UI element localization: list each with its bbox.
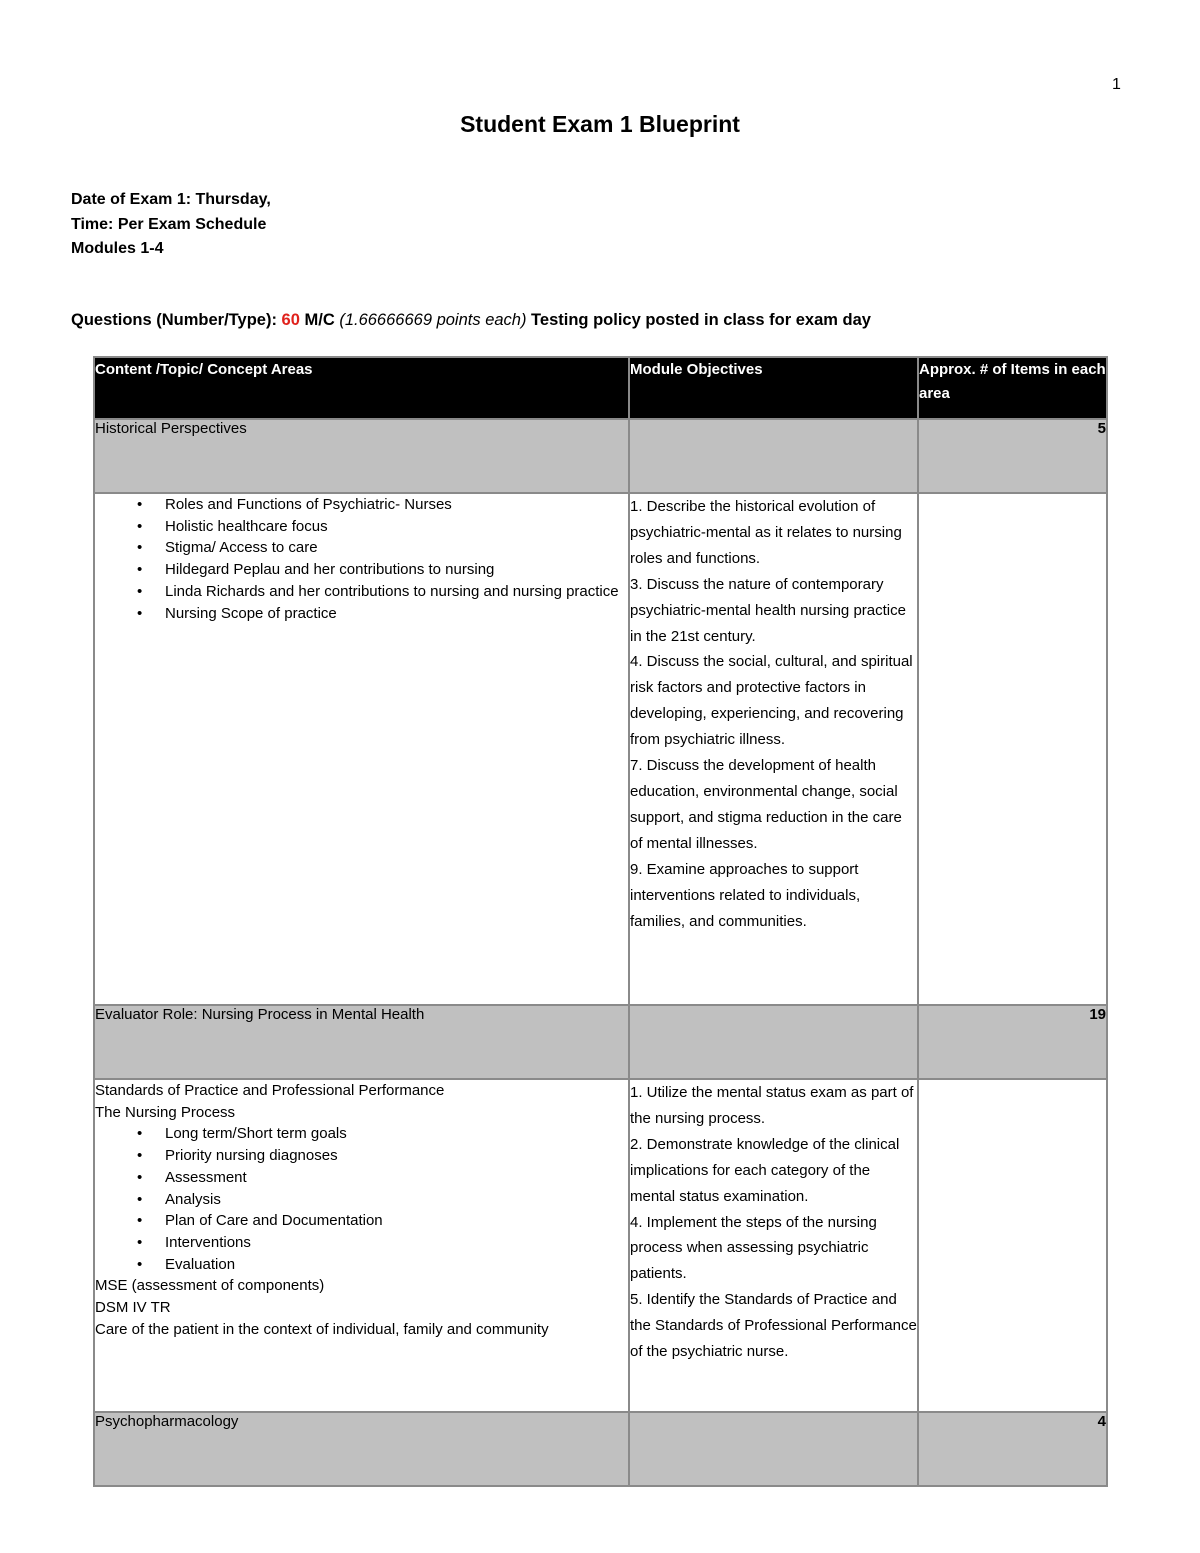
- topic-text: MSE (assessment of components): [95, 1277, 325, 1295]
- objective-item: 4. Discuss the social, cultural, and spiritual risk factors and protective factors in developing, experiencing, and recovering from psychiatric illness.: [630, 653, 913, 749]
- table-header-row: [94, 357, 1107, 419]
- header-module-objectives: Module Objectives: [629, 357, 918, 419]
- section-objectives-empty: [629, 1412, 918, 1486]
- blueprint-table: [93, 356, 1108, 1487]
- header-item-count: Approx. # of Items in each area: [918, 357, 1107, 419]
- exam-meta: [71, 188, 271, 262]
- question-type: M/C: [299, 311, 340, 329]
- objectives-cell: [629, 493, 918, 1005]
- section-title: Evaluator Role: Nursing Process in Mental Health: [94, 1005, 629, 1079]
- topic-item: • Evaluation: [137, 1254, 628, 1276]
- topic-text: Care of the patient in the context of individual, family and community: [95, 1320, 549, 1338]
- exam-date: Date of Exam 1: Thursday,: [71, 191, 271, 208]
- objective-item: 2. Demonstrate knowledge of the clinical implications for each category of the mental status examination.: [630, 1135, 900, 1205]
- testing-policy: Testing policy posted in class for exam day: [526, 311, 871, 329]
- section-item-count: 19: [918, 1005, 1107, 1079]
- questions-label: Questions (Number/Type):: [71, 311, 282, 329]
- topic-text: DSM IV TR: [95, 1299, 171, 1317]
- objective-item: 3. Discuss the nature of contemporary psychiatric-mental health nursing practice in the 21st century.: [630, 575, 906, 645]
- objective-item: 1. Describe the historical evolution of psychiatric-mental as it relates to nursing roles and functions.: [630, 498, 902, 567]
- header-content-areas: Content /Topic/ Concept Areas: [94, 357, 629, 419]
- topic-item: • Analysis: [137, 1189, 628, 1211]
- topic-item: • Nursing Scope of practice: [137, 603, 628, 625]
- question-points: (1.66666669 points each): [339, 311, 527, 329]
- topic-item: • Priority nursing diagnoses: [137, 1145, 628, 1167]
- item-count-empty: [918, 493, 1107, 1005]
- section-title: Psychopharmacology: [94, 1412, 629, 1486]
- topic-item: • Interventions: [137, 1232, 628, 1254]
- section-row: [94, 1005, 1107, 1079]
- section-title: Historical Perspectives: [94, 419, 629, 493]
- topics-cell: [94, 493, 629, 1005]
- topic-item: • Linda Richards and her contributions to nursing and nursing practice: [137, 581, 628, 603]
- questions-line: [71, 311, 871, 330]
- topic-item: • Plan of Care and Documentation: [137, 1210, 628, 1232]
- section-detail-row: [94, 1079, 1107, 1412]
- objective-item: 9. Examine approaches to support interventions related to individuals, families, and communities.: [630, 860, 861, 930]
- topic-item: • Hildegard Peplau and her contributions to nursing: [137, 559, 628, 581]
- exam-modules: Modules 1-4: [71, 240, 164, 257]
- objective-item: 7. Discuss the development of health education, environmental change, social support, and stigma reduction in the care of mental illnesses.: [630, 757, 902, 852]
- page-number: 1: [1112, 76, 1121, 93]
- topic-item: • Assessment: [137, 1167, 628, 1189]
- section-row: [94, 419, 1107, 493]
- objective-item: 5. Identify the Standards of Practice and the Standards of Professional Performance of the psychiatric nurse.: [630, 1291, 917, 1361]
- topic-item: • Roles and Functions of Psychiatric- Nurses: [137, 494, 628, 516]
- objective-item: 1. Utilize the mental status exam as part of the nursing process.: [630, 1084, 914, 1127]
- section-row: [94, 1412, 1107, 1486]
- topic-heading: The Nursing Process: [95, 1103, 236, 1121]
- section-detail-row: [94, 493, 1107, 1005]
- exam-time: Time: Per Exam Schedule: [71, 215, 267, 233]
- document-title: Student Exam 1 Blueprint: [460, 111, 740, 137]
- section-objectives-empty: [629, 1005, 918, 1079]
- topic-item: • Long term/Short term goals: [137, 1123, 628, 1145]
- topic-item: • Holistic healthcare focus: [137, 516, 628, 538]
- question-count: 60: [281, 311, 300, 329]
- section-objectives-empty: [629, 419, 918, 493]
- item-count-empty: [918, 1079, 1107, 1412]
- section-item-count: 4: [918, 1412, 1107, 1486]
- objectives-cell: [629, 1079, 918, 1412]
- section-item-count: 5: [918, 419, 1107, 493]
- topic-heading: Standards of Practice and Professional Performance: [95, 1082, 445, 1099]
- topic-list: [95, 494, 628, 624]
- topic-item: • Stigma/ Access to care: [137, 537, 628, 559]
- topic-list: [95, 1123, 628, 1275]
- topics-cell: [94, 1079, 629, 1412]
- objective-item: 4. Implement the steps of the nursing process when assessing psychiatric patients.: [630, 1213, 877, 1283]
